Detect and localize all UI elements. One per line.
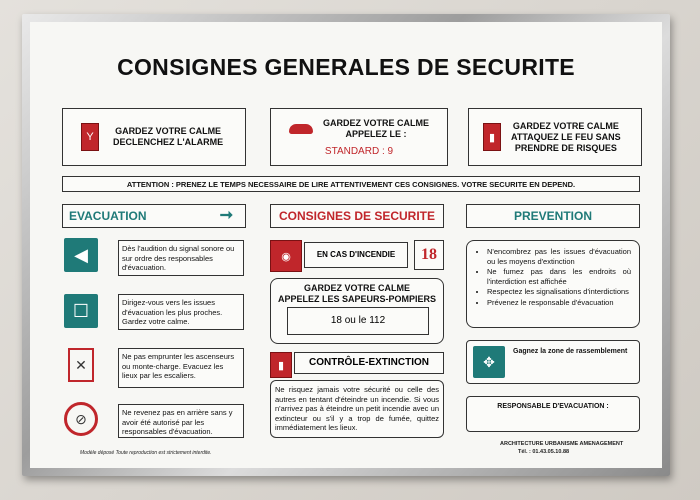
extinguisher-icon: ▮ xyxy=(483,123,501,151)
fire-text: GARDEZ VOTRE CALME ATTAQUEZ LE FEU SANS PRENDRE DE RISQUES xyxy=(511,120,621,153)
evacuation-item-4: Ne revenez pas en arrière sans y avoir été autorisé par les responsables d'évacuation. xyxy=(118,404,244,438)
elevator-icon: ✕ xyxy=(68,348,94,382)
prevention-item-1: • N'encombrez pas les issues d'évacuation ou les moyens d'extinction xyxy=(487,247,631,266)
controle-label: CONTRÔLE-EXTINCTION xyxy=(309,357,429,368)
phone-icon xyxy=(289,124,313,134)
attention-banner: ATTENTION : PRENEZ LE TEMPS NECESSAIRE DE LIRE ATTENTIVEMENT CES CONSIGNES. VOTRE SECURITE EN DEPEND. xyxy=(62,176,640,192)
responsable-box xyxy=(466,396,640,432)
poster-title: CONSIGNES GENERALES DE SECURITE xyxy=(117,54,575,80)
fire-hose-icon: ◉ xyxy=(270,240,302,272)
incendie-label: EN CAS D'INCENDIE xyxy=(316,250,396,259)
prevention-item-3: • Respectez les signalisations d'interdictions xyxy=(487,287,631,297)
fire-box xyxy=(468,108,642,166)
evacuation-heading-label: EVACUATION xyxy=(69,209,147,223)
prevention-list-box xyxy=(466,240,640,328)
alarm-icon: Y xyxy=(81,123,99,151)
evacuation-heading xyxy=(62,204,246,228)
incendie-box xyxy=(304,242,408,268)
footnote: Modèle déposé Toute reproduction est strictement interdite. xyxy=(80,450,212,456)
emergency-numbers: 18 ou le 112 xyxy=(330,315,386,326)
evacuation-item-2: Dirigez-vous vers les issues d'évacuation les plus proches. Gardez votre calme. xyxy=(118,294,244,330)
alarm-box xyxy=(62,108,246,166)
arrow-right-icon: ➞ xyxy=(219,207,233,224)
standard-number: STANDARD : 9 xyxy=(324,145,394,157)
evacuation-item-3: Ne pas emprunter les ascenseurs ou monte-charge. Evacuez les lieux par les escaliers. xyxy=(118,348,244,388)
prevention-heading-label: PREVENTION xyxy=(513,209,592,223)
controle-box xyxy=(294,352,444,374)
no-return-icon: ⊘ xyxy=(64,402,98,436)
rassemblement-box xyxy=(466,340,640,384)
call-line1: GARDEZ VOTRE CALME xyxy=(322,117,429,128)
speaker-icon: ◀ xyxy=(64,238,98,272)
architecture-credit xyxy=(500,440,623,456)
number-18-box xyxy=(414,240,444,270)
number-18: 18 xyxy=(421,246,437,263)
safety-poster xyxy=(30,22,662,468)
prevention-item-2: • Ne fumez pas dans les endroits où l'interdiction est affichée xyxy=(487,267,631,286)
pompiers-box xyxy=(270,278,444,344)
evacuation-item-1: Dès l'audition du signal sonore ou sur ordre des responsables d'évacuation. xyxy=(118,240,244,276)
rassemblement-text: Gagnez la zone de rassemblement xyxy=(513,348,628,355)
extinguisher-icon-2: ▮ xyxy=(270,352,292,378)
alarm-text: GARDEZ VOTRE CALME DECLENCHEZ L'ALARME xyxy=(113,126,224,147)
consignes-text-box: Ne risquez jamais votre sécurité ou celle des autres en tentant d'éteindre un incendie. Si vous n'arrivez pas à éteindre un petit incendie avec un extincteur ou s'il y a trop de fumée, quittez immédiatement les lieux. xyxy=(270,380,444,438)
picture-frame xyxy=(22,14,670,476)
consignes-heading xyxy=(270,204,444,228)
emergency-numbers-box xyxy=(287,307,429,335)
prevention-item-4: • Prévenez le responsable d'évacuation xyxy=(487,298,631,308)
assembly-point-icon: ✥ xyxy=(473,346,505,378)
prevention-heading xyxy=(466,204,640,228)
architecture-tel: Tél. : 01.43.05.10.88 xyxy=(518,449,570,455)
pompiers-text: GARDEZ VOTRE CALME APPELEZ LES SAPEURS-POMPIERS xyxy=(277,283,437,304)
call-box xyxy=(270,108,448,166)
responsable-label: RESPONSABLE D'EVACUATION : xyxy=(497,403,609,410)
call-line2: APPELEZ LE : xyxy=(345,128,407,139)
consignes-heading-label: CONSIGNES DE SECURITE xyxy=(278,209,436,223)
architecture-label: ARCHITECTURE URBANISME AMENAGEMENT xyxy=(500,441,624,447)
exit-person-icon: ☐ xyxy=(64,294,98,328)
